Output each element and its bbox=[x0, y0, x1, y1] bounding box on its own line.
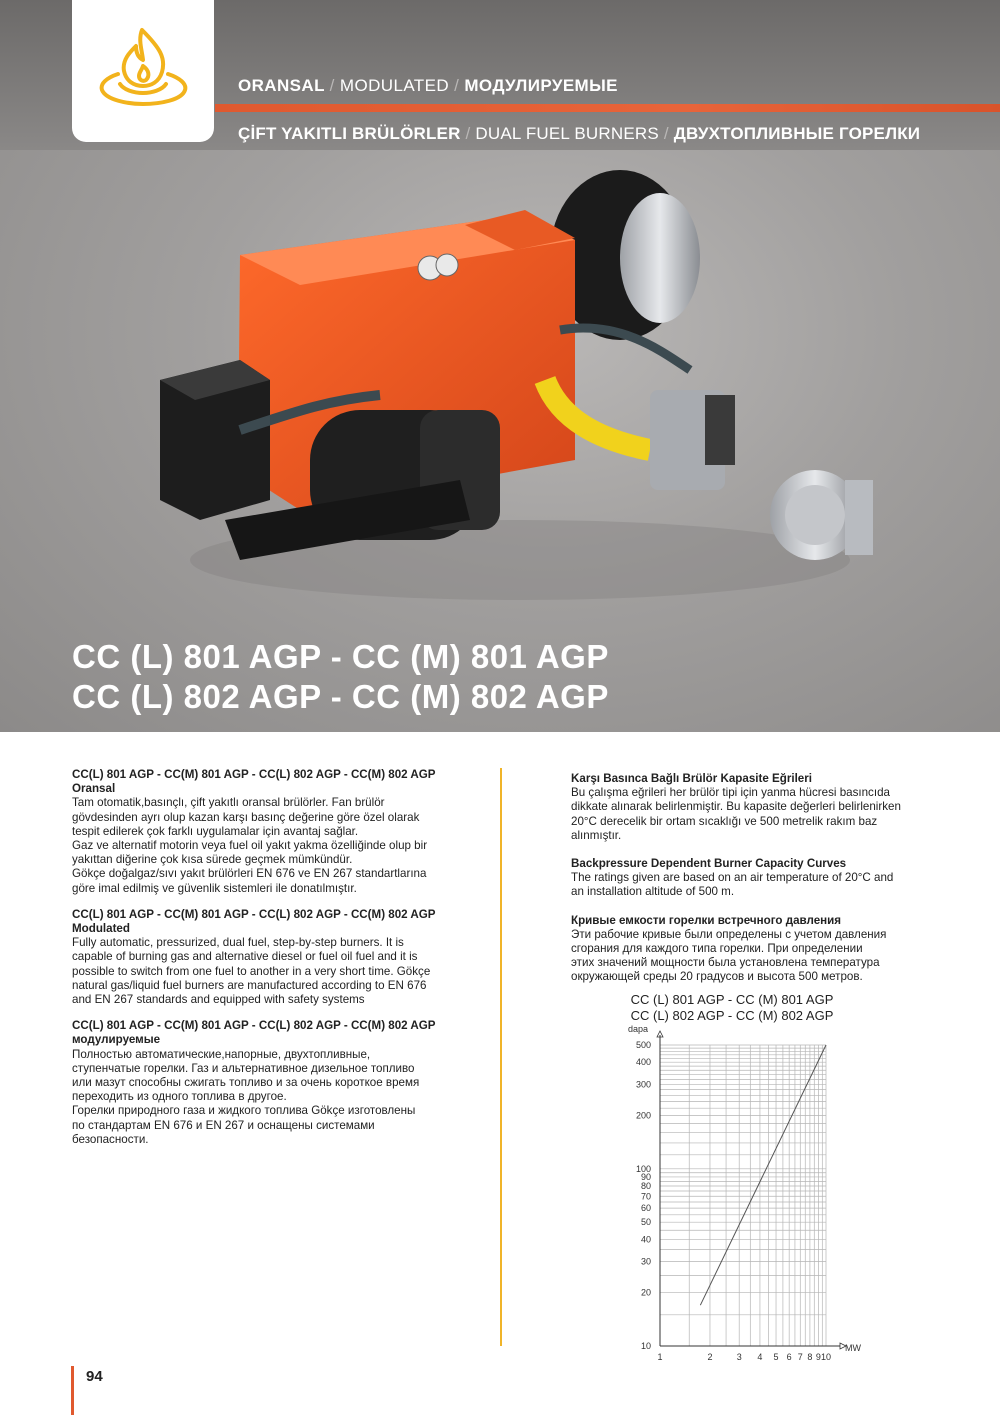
body-line: Горелки природного газа и жидкого топлива Gökçe изготовлены bbox=[72, 1104, 416, 1118]
capacity-curve-chart bbox=[620, 1020, 870, 1365]
y-tick-label: 70 bbox=[640, 1191, 651, 1202]
body-line: безопасности. bbox=[72, 1132, 149, 1146]
model-title-line2: CC (L) 802 AGP - CC (M) 802 AGP bbox=[72, 678, 609, 715]
y-tick-label: 300 bbox=[635, 1079, 651, 1090]
body-line: The ratings given are based on an air temperature of 20°C and bbox=[571, 871, 894, 885]
body-line: переходить из одного топлива в другое. bbox=[72, 1090, 287, 1104]
page-number: 94 bbox=[86, 1368, 103, 1385]
body-line: and EN 267 standards and equipped with safety systems bbox=[72, 993, 365, 1007]
chart-grid bbox=[660, 1045, 826, 1346]
x-tick-label: 4 bbox=[757, 1352, 763, 1362]
section-subheading: Modulated bbox=[72, 922, 130, 936]
section-heading: Karşı Basınca Bağlı Brülör Kapasite Eğrileri bbox=[571, 772, 812, 785]
x-tick-label: 8 bbox=[807, 1352, 813, 1362]
body-line: alınmıştır. bbox=[571, 828, 622, 842]
column-divider bbox=[500, 768, 502, 1346]
x-tick-label: 3 bbox=[736, 1352, 742, 1362]
left-column bbox=[72, 768, 472, 1159]
body-line: Tam otomatik,basınçlı, çift yakıtlı oransal brülörler. Fan brülör bbox=[72, 796, 385, 810]
section-modulated bbox=[72, 908, 472, 1007]
body-line: tespit edilerek çok farklı uygulamalar için avantaj sağlar. bbox=[72, 824, 359, 838]
body-line: Fully automatic, pressurized, dual fuel, step-by-step burners. It is bbox=[72, 936, 404, 950]
model-title-line1: CC (L) 801 AGP - CC (M) 801 AGP bbox=[72, 638, 609, 675]
y-tick-label: 10 bbox=[640, 1341, 651, 1351]
body-line: этих значений мощности была установлена температура bbox=[571, 956, 880, 970]
body-line: Gaz ve alternatif motorin veya fuel oil yakıt yakma özelliğinde olup bir bbox=[72, 839, 428, 853]
body-line: dikkate alınarak belirlenmiştir. Bu kapasite değerleri belirlenirken bbox=[571, 800, 901, 814]
body-line: по стандартам EN 676 и EN 267 и оснащены системами bbox=[72, 1118, 375, 1132]
x-axis-label: MW bbox=[845, 1343, 861, 1353]
body-line: yakıttan diğerine çok kısa sürede geçmek mümkündür. bbox=[72, 853, 353, 867]
section-heading: CC(L) 801 AGP - CC(M) 801 AGP - CC(L) 802 AGP - CC(M) 802 AGP bbox=[72, 1019, 436, 1033]
body-line: окружающей среды 20 градусов и высота 500 метров. bbox=[571, 970, 863, 984]
section-heading: CC(L) 801 AGP - CC(M) 801 AGP - CC(L) 802 AGP - CC(M) 802 AGP bbox=[72, 907, 436, 921]
y-tick-label: 90 bbox=[640, 1171, 651, 1182]
y-tick-label: 400 bbox=[635, 1057, 651, 1068]
x-tick-label: 2 bbox=[707, 1352, 713, 1362]
body-line: сгорания для каждого типа горелки. При определении bbox=[571, 942, 863, 956]
x-tick-label: 10 bbox=[820, 1352, 832, 1362]
body-line: 20°C derecelik bir ortam sıcaklığı ve 500 metrelik rakım baz bbox=[571, 814, 878, 828]
y-tick-label: 40 bbox=[640, 1234, 651, 1245]
category-heading: ORANSAL / MODULATED / МОДУЛИРУЕМЫЕ bbox=[238, 76, 618, 95]
x-tick-label: 7 bbox=[797, 1352, 803, 1362]
section-heading: Backpressure Dependent Burner Capacity Curves bbox=[571, 857, 847, 871]
section-oransal bbox=[72, 768, 472, 896]
section-subheading: модулируемые bbox=[72, 1033, 161, 1047]
body-line: Эти рабочие кривые были определены с учетом давления bbox=[571, 927, 887, 941]
section-heading: Кривые емкости горелки встречного давления bbox=[571, 913, 842, 927]
y-tick-label: 80 bbox=[640, 1181, 651, 1192]
y-tick-label: 200 bbox=[635, 1110, 651, 1121]
body-line: или мазут способны сжигать топливо и за очень короткое время bbox=[72, 1076, 420, 1090]
body-line: gövdesinden ayrı olup kazan karşı basınç değerine göre özel olarak bbox=[72, 810, 420, 824]
right-column bbox=[571, 772, 951, 997]
x-tick-label: 9 bbox=[815, 1352, 821, 1362]
section-capacity-ru bbox=[571, 914, 951, 985]
section-subheading: Oransal bbox=[72, 782, 116, 796]
body-line: an installation altitude of 500 m. bbox=[571, 885, 735, 899]
section-heading: CC(L) 801 AGP - CC(M) 801 AGP - CC(L) 802 AGP - CC(M) 802 AGP bbox=[72, 768, 436, 781]
body-line: ступенчатые горелки. Газ и альтернативное дизельное топливо bbox=[72, 1061, 415, 1075]
y-tick-label: 50 bbox=[640, 1217, 651, 1228]
section-capacity-en bbox=[571, 857, 951, 900]
body-line: göre imal edilmiş ve güvenlik sistemleri ile donatılmıştır. bbox=[72, 881, 357, 895]
body-line: Gökçe doğalgaz/sıvı yakıt brülörleri EN 676 ve EN 267 standartlarına bbox=[72, 867, 427, 881]
section-russian bbox=[72, 1019, 472, 1147]
body-line: Bu çalışma eğrileri her brülör tipi için yanma hücresi basıncıda bbox=[571, 786, 890, 800]
y-tick-label: 20 bbox=[640, 1287, 651, 1298]
chart-tick-labels bbox=[636, 1040, 831, 1362]
y-tick-label: 60 bbox=[640, 1203, 651, 1214]
body-line: natural gas/liquid fuel burners are manufactured according to EN 676 bbox=[72, 978, 427, 992]
page-marker-bar bbox=[71, 1366, 74, 1415]
chart-title-line2: CC (L) 802 AGP - CC (M) 802 AGP bbox=[630, 1008, 834, 1023]
x-tick-label: 6 bbox=[786, 1352, 792, 1362]
chart-title-line1: CC (L) 801 AGP - CC (M) 801 AGP bbox=[630, 992, 834, 1007]
subcategory-heading: ÇİFT YAKITLI BRÜLÖRLER / DUAL FUEL BURNERS / ДВУХТОПЛИВНЫЕ ГОРЕЛКИ bbox=[238, 124, 921, 143]
body-line: Полностью автоматические,напорные, двухтопливные, bbox=[72, 1047, 371, 1061]
x-tick-label: 5 bbox=[773, 1352, 779, 1362]
section-capacity-tr bbox=[571, 772, 951, 843]
body-line: possible to switch from one fuel to another in a very short time. Gökçe bbox=[72, 964, 431, 978]
x-tick-label: 1 bbox=[657, 1352, 663, 1362]
chart-axes bbox=[657, 1031, 846, 1349]
y-axis-label: dapa bbox=[628, 1024, 649, 1034]
y-tick-label: 30 bbox=[640, 1256, 651, 1267]
y-tick-label: 500 bbox=[635, 1040, 651, 1050]
body-line: capable of burning gas and alternative diesel or fuel oil fuel and it is bbox=[72, 950, 418, 964]
y-tick-label: 100 bbox=[635, 1163, 651, 1174]
